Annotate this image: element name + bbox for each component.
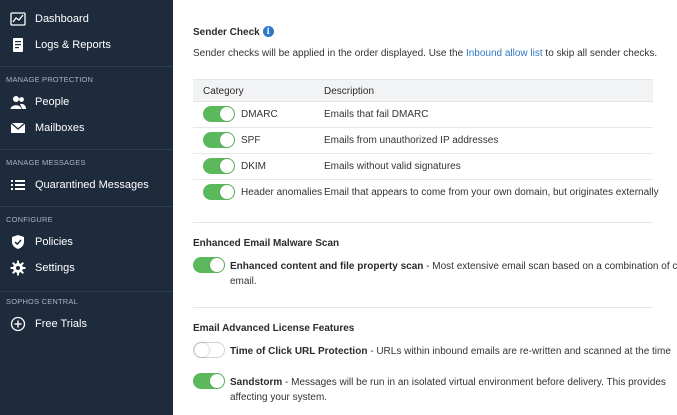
sidebar-item-label: Dashboard (35, 13, 89, 25)
sandstorm-toggle[interactable] (193, 373, 225, 389)
sidebar (0, 0, 173, 415)
category-label: Header anomalies (241, 187, 323, 198)
sandstorm-description: - Messages will be run in an isolated virtual environment before delivery. This provides (282, 377, 666, 388)
sidebar-item-label: Free Trials (35, 318, 87, 330)
section-divider (193, 222, 653, 223)
category-label: SPF (241, 135, 261, 146)
enhanced-scan-toggle[interactable] (193, 257, 225, 273)
toggle-knob (220, 185, 234, 199)
description-cell: Emails from unauthorized IP addresses (324, 135, 499, 146)
sandstorm-title: Sandstorm (230, 377, 283, 388)
description-text: Sender checks will be applied in the order displayed. Use the (193, 48, 466, 59)
section-divider (193, 307, 653, 308)
toggle-knob (220, 133, 234, 147)
row-divider (193, 153, 653, 154)
sidebar-divider (0, 291, 173, 292)
info-icon[interactable]: i (263, 26, 274, 37)
sidebar-item-label: Mailboxes (35, 122, 85, 134)
time-of-click-title: Time of Click URL Protection (230, 346, 368, 357)
time-of-click-label (230, 346, 671, 357)
section-label-sophos-central: SOPHOS CENTRAL (6, 297, 78, 306)
description-cell: Email that appears to come from your own domain, but originates externally (324, 187, 659, 198)
dashboard-icon (10, 11, 26, 27)
malware-scan-heading: Enhanced Email Malware Scan (193, 238, 340, 249)
sidebar-item-policies[interactable] (0, 229, 173, 255)
sidebar-item-label: People (35, 96, 70, 108)
description-cell: Emails without valid signatures (324, 161, 461, 172)
sidebar-item-label: Quarantined Messages (35, 179, 149, 191)
section-label-configure: CONFIGURE (6, 215, 53, 224)
license-features-heading: Email Advanced License Features (193, 323, 355, 334)
main-content (173, 0, 677, 415)
time-of-click-toggle[interactable] (193, 342, 225, 358)
sidebar-divider (0, 149, 173, 150)
sidebar-item-label: Logs & Reports (35, 39, 111, 51)
report-icon (10, 37, 26, 53)
plus-circle-icon (10, 316, 26, 332)
list-icon (10, 177, 26, 193)
toggle-knob (210, 258, 224, 272)
shield-icon (10, 234, 26, 250)
description-cell: Emails that fail DMARC (324, 109, 429, 120)
toggle-knob (220, 107, 234, 121)
sidebar-item-mailboxes[interactable] (0, 115, 173, 141)
people-icon (10, 94, 26, 110)
sandstorm-description-line2: affecting your system. (230, 392, 328, 403)
inbound-allow-list-link[interactable]: Inbound allow list (465, 48, 543, 59)
row-divider (193, 179, 653, 180)
dmarc-toggle[interactable] (203, 106, 235, 122)
sidebar-item-dashboard[interactable] (0, 6, 173, 32)
enhanced-scan-description-line2: email. (230, 276, 257, 287)
category-label: DMARC (241, 109, 278, 120)
sidebar-item-free-trials[interactable] (0, 311, 173, 337)
column-header-category: Category (203, 86, 244, 97)
time-of-click-description: - URLs within inbound emails are re-written and scanned at the time (367, 346, 671, 357)
toggle-knob (220, 159, 234, 173)
sidebar-item-people[interactable] (0, 89, 173, 115)
mail-icon (10, 120, 26, 136)
table-header (193, 79, 653, 102)
row-divider (193, 127, 653, 128)
sidebar-item-quarantined-messages[interactable] (0, 172, 173, 198)
toggle-knob (195, 343, 209, 357)
section-title: Sender Check (193, 27, 260, 38)
description-text: to skip all sender checks. (542, 48, 658, 59)
section-label-manage-messages: MANAGE MESSAGES (6, 158, 86, 167)
dkim-toggle[interactable] (203, 158, 235, 174)
enhanced-scan-label (230, 261, 677, 272)
sidebar-divider (0, 206, 173, 207)
category-label: DKIM (241, 161, 266, 172)
enhanced-scan-description: - Most extensive email scan based on a combination of c (423, 261, 677, 272)
header-anomalies-toggle[interactable] (203, 184, 235, 200)
column-header-description: Description (324, 86, 375, 97)
gear-icon (10, 260, 26, 276)
sidebar-divider (0, 66, 173, 67)
sender-check-heading (193, 26, 274, 38)
sandstorm-label (230, 377, 666, 388)
sidebar-item-settings[interactable] (0, 255, 173, 281)
sidebar-item-logs-reports[interactable] (0, 32, 173, 58)
enhanced-scan-title: Enhanced content and file property scan (230, 261, 424, 272)
sender-check-description (193, 48, 657, 59)
section-label-manage-protection: MANAGE PROTECTION (6, 75, 94, 84)
sidebar-item-label: Settings (35, 262, 75, 274)
spf-toggle[interactable] (203, 132, 235, 148)
toggle-knob (210, 374, 224, 388)
sidebar-item-label: Policies (35, 236, 73, 248)
